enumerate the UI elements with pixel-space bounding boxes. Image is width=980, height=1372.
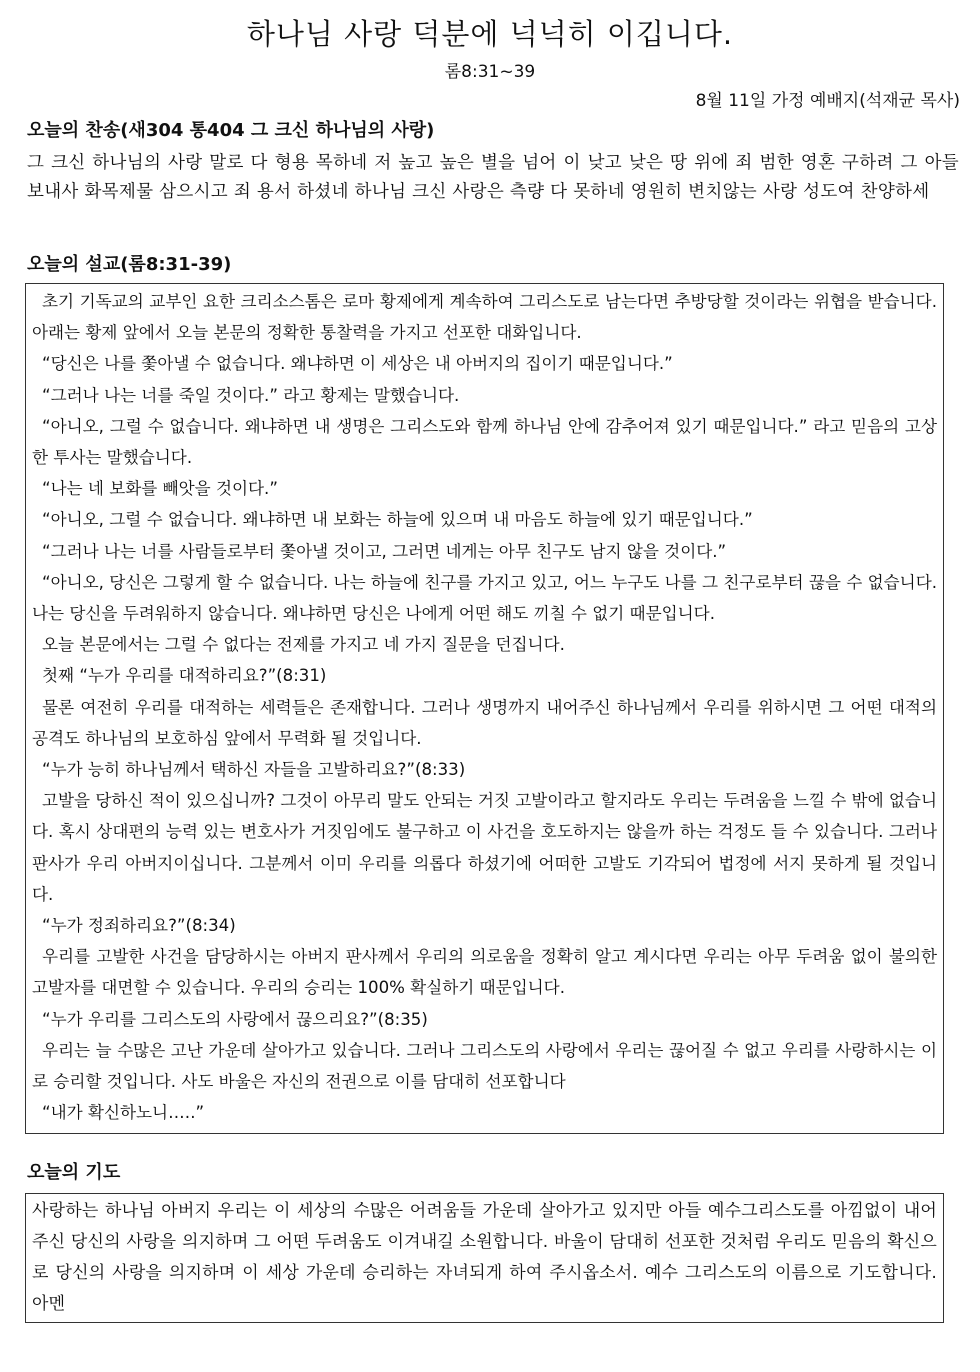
sermon-heading: 오늘의 설교(롬8:31-39) (27, 254, 232, 275)
scripture-reference: 롬8:31~39 (444, 62, 536, 82)
sermon-paragraph: “누가 능히 하나님께서 택하신 자들을 고발하리요?”(8:33) (42, 760, 466, 780)
sermon-paragraph: 초기 기독교의 교부인 요한 크리소스톰은 로마 황제에게 계속하여 그리스도로 남는다면 추방당할 것이라는 위협을 받습니다. 아래는 황제 앞에서 오늘 본문의 정확한 통찰력을 가지고 선포한 대화입니다. (32, 292, 937, 343)
sermon-paragraph: “당신은 나를 쫓아낼 수 없습니다. 왜냐하면 이 세상은 내 아버지의 집이기 때문입니다.” (42, 354, 673, 374)
prayer-heading: 오늘의 기도 (27, 1162, 121, 1183)
sermon-paragraph: “내가 확신하노니‥‥.” (42, 1103, 205, 1123)
sermon-paragraph: 우리는 늘 수많은 고난 가운데 살아가고 있습니다. 그러나 그리스도의 사랑에서 우리는 끊어질 수 없고 우리를 사랑하시는 이로 승리할 것입니다. 사도 바울은 자신의 전권으로 이를 담대히 선포합니다 (32, 1040, 937, 1092)
sermon-paragraph: 우리를 고발한 사건을 담당하시는 아버지 판사께서 우리의 의로움을 정확히 알고 계시다면 우리는 아무 두려움 없이 불의한 고발자를 대면할 수 있습니다. 우리의 승리는 100% 확실하기 때문입니다. (32, 947, 937, 998)
sermon-paragraph: 물론 여전히 우리를 대적하는 세력들은 존재합니다. 그러나 생명까지 내어주신 하나님께서 우리를 위하시면 그 어떤 대적의 공격도 하나님의 보호하심 앞에서 무력화 될 것입니다. (32, 697, 937, 748)
sermon-paragraph: 고발을 당하신 적이 있으십니까? 그것이 아무리 말도 안되는 거짓 고발이라고 할지라도 우리는 두려움을 느낄 수 밖에 없습니다. 혹시 상대편의 능력 있는 변호사가 거짓임에도 불구하고 이 사건을 호도하지는 않을까 하는 걱정도 들 수 있습니다. 그러나 판사가 우리 아버지이십니다. 그분께서 이미 우리를 의롭다 하셨기에 어떠한 고발도 기각되어 법정에 서지 못하게 될 것입니다. (32, 791, 937, 904)
page-title: 하나님 사랑 덕분에 넉넉히 이깁니다. (246, 17, 734, 51)
prayer-text: 사랑하는 하나님 아버지 우리는 이 세상의 수많은 어려움들 가운데 살아가고 있지만 아들 예수그리스도를 아낌없이 내어주신 당신의 사랑을 의지하며 그 어떤 두려움도 이겨내길 소원합니다. 바울이 담대히 선포한 것처럼 우리도 믿음의 확신으로 당신의 사랑을 의지하며 이 세상 가운데 승리하는 자녀되게 하여 주시옵소서. 예수 그리스도의 이름으로 기도합니다. 아멘 (32, 1201, 937, 1314)
hymn-heading: 오늘의 찬송(새304 통404 그 크신 하나님의 사랑) (27, 120, 435, 141)
sermon-paragraph: “아니오, 당신은 그렇게 할 수 없습니다. 나는 하늘에 친구를 가지고 있고, 어느 누구도 나를 그 친구로부터 끊을 수 없습니다. 나는 당신을 두려워하지 않습니다. 왜냐하면 당신은 나에게 어떤 해도 끼칠 수 없기 때문입니다. (32, 572, 937, 624)
prayer-box (25, 1193, 944, 1323)
sermon-paragraph: 첫째 “누가 우리를 대적하리요?”(8:31) (42, 666, 327, 686)
sermon-box (25, 283, 944, 1134)
sermon-paragraph: 오늘 본문에서는 그럴 수 없다는 전제를 가지고 네 가지 질문을 던집니다. (42, 635, 565, 655)
date-line: 8월 11일 가정 예배지(석재균 목사) (695, 91, 960, 111)
sermon-paragraph: “누가 우리를 그리스도의 사랑에서 끊으리요?”(8:35) (42, 1009, 428, 1029)
hymn-lyrics: 그 크신 하나님의 사랑 말로 다 형용 목하네 저 높고 높은 별을 넘어 이 낮고 낮은 땅 위에 죄 범한 영혼 구하려 그 아들 보내사 화목제물 삼으시고 죄 용서 하셨네 하나님 크신 사랑은 측량 다 못하네 영원히 변치않는 사랑 성도여 찬양하세 (27, 153, 959, 202)
sermon-paragraph: “누가 정죄하리요?”(8:34) (42, 916, 236, 936)
sermon-paragraph: “나는 네 보화를 빼앗을 것이다.” (42, 479, 278, 499)
sermon-paragraph: “그러나 나는 너를 죽일 것이다.” 라고 황제는 말했습니다. (42, 385, 460, 405)
sermon-paragraph: “아니오, 그럴 수 없습니다. 왜냐하면 내 생명은 그리스도와 함께 하나님 안에 감추어져 있기 때문입니다.” 라고 믿음의 고상한 투사는 말했습니다. (32, 416, 937, 468)
sermon-paragraph: “아니오, 그럴 수 없습니다. 왜냐하면 내 보화는 하늘에 있으며 내 마음도 하늘에 있기 때문입니다.” (42, 510, 753, 530)
sermon-paragraph: “그러나 나는 너를 사람들로부터 쫓아낼 것이고, 그러면 네게는 아무 친구도 남지 않을 것이다.” (42, 541, 727, 561)
